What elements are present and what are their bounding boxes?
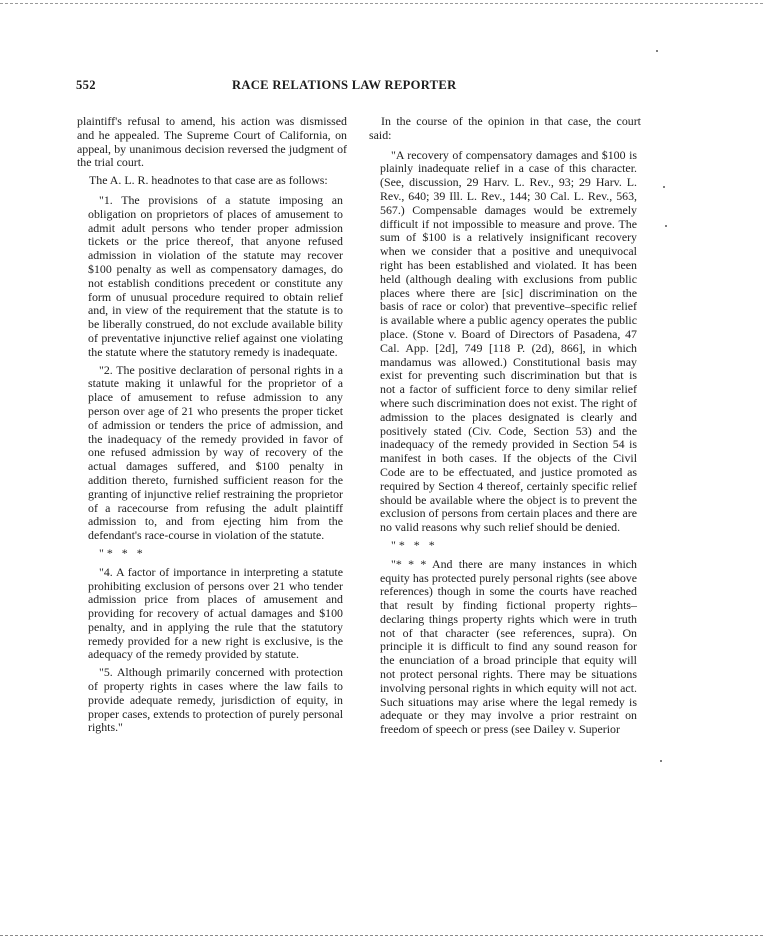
court-quote-continued: "* * * And there are many instances in which equity has protected purely personal rights (see above references) though in some the courts have reached that result by finding fictional property rights–declaring things property rights which were in truth not of that character (see references, supra). On principle it is difficult to find any sound reason for the enunciation of a broad principle that equity will not protect personal rights. There may be situations involving personal rights in which equity will not act. Such situations may arise where the legal remedy is adequate or they may involve a prior restraint on freedom of speech or press (see Dailey v. Superior — [380, 556, 637, 737]
scan-speck — [656, 50, 658, 52]
scan-speck — [665, 225, 667, 227]
ellipsis-stars: "* * * — [99, 545, 146, 560]
left-column — [77, 115, 347, 739]
page-number: 552 — [76, 78, 96, 92]
page-header — [76, 78, 642, 98]
scan-speck — [660, 760, 662, 762]
court-quote: "A recovery of compensatory damages and $100 is plainly inadequate relief in a case of this character. (See, discussion, 29 Harv. L. Rev., 93; 29 Harv. L. Rev., 640; 39 Ill. L. Rev., 144; 30 Cal. L. Rev., 563, 567.) Compensable damages would be extremely difficult if not impossible to measure and prove. The sum of $100 is a relatively insignificant recovery when we consider that a positive and unequivocal right has been established and violated. It has been held (although dealing with exclusions from public places where there are [sic] discrimination on the basis of race or color) that preventive–specific relief is available where a public agency operates the public place. (Stone v. Board of Directors of Pasadena, 47 Cal. App. [2d], 749 [118 P. (2d), 866], in which mandamus was allowed.) Constitutional basis may exist for preventing such discrimination but that is not a factor of sufficient force to deny similar relief where such discrimination does not exist. The right of admission to the places designated is clearly and positively stated (Civ. Code, Section 53) and the inadequacy of the remedy provided in Section 54 is manifest in both cases. If the objects of the Civil Code are to be effectuated, and justice promoted as required by Section 4 thereof, certainly specific relief should be available where the object is to prevent the exclusion of persons from certain places and there are no valid reasons why such relief should be denied. — [380, 147, 637, 535]
paragraph: plaintiff's refusal to amend, his action was dismissed and he appealed. The Supreme Court of California, on appeal, by unanimous decision reversed the judgment of the trial court. — [77, 114, 347, 170]
top-edge-line — [0, 3, 763, 4]
paragraph: The A. L. R. headnotes to that case are as follows: — [89, 173, 328, 188]
headnote-2: "2. The positive declaration of personal rights in a statute making it unlawful for the proprietor of a place of amusement to refuse admission to any person over age of 21 who presents the proper ticket of admission or tenders the price of admission, and the inadequacy of the remedy provided in favor of one refused admission by way of recovery of the actual damages suffered, and $100 penalty in addition thereto, furnished sufficient reason for the granting of injunctive relief restraining the proprietor of a racecourse from refusing the adult plaintiff admission to, and from ejecting him from the defendant's race-course in violation of the statute. — [88, 362, 343, 543]
headnote-1: "1. The provisions of a statute imposing an obligation on proprietors of places of amusement to admit adult persons who tender proper admission tickets or the price thereof, that anyone refused admission in violation of the statute may recover $100 penalty as well as compensatory damages, do not establish conditions precedent or constitute any form of unusual procedure required to obtain relief and, in view of the requirement that the statute is to be liberally construed, do not exclude available bility of preventative injunctive relief against one violating the statute where the statutory remedy is inadequate. — [88, 192, 343, 359]
right-column — [369, 115, 641, 741]
running-head: RACE RELATIONS LAW REPORTER — [232, 78, 457, 92]
headnote-5: "5. Although primarily concerned with protection of property rights in cases where the law fails to provide adequate remedy, jurisdiction of equity, in proper cases, extends to protection of purely personal rights." — [88, 665, 343, 735]
paragraph: In the course of the opinion in that case, the court said: — [369, 114, 641, 142]
ellipsis-stars: "* * * — [391, 537, 438, 552]
bottom-edge-line — [0, 935, 763, 936]
scan-speck — [663, 186, 665, 188]
headnote-4: "4. A factor of importance in interpreting a statute prohibiting exclusion of persons over 21 who tender admission price from places of amusement and providing for recovery of actual damages and $100 penalty, and in applying the rule that the statutory remedy provided for a new right is exclusive, is the adequacy of the remedy provided by statute. — [88, 564, 343, 662]
